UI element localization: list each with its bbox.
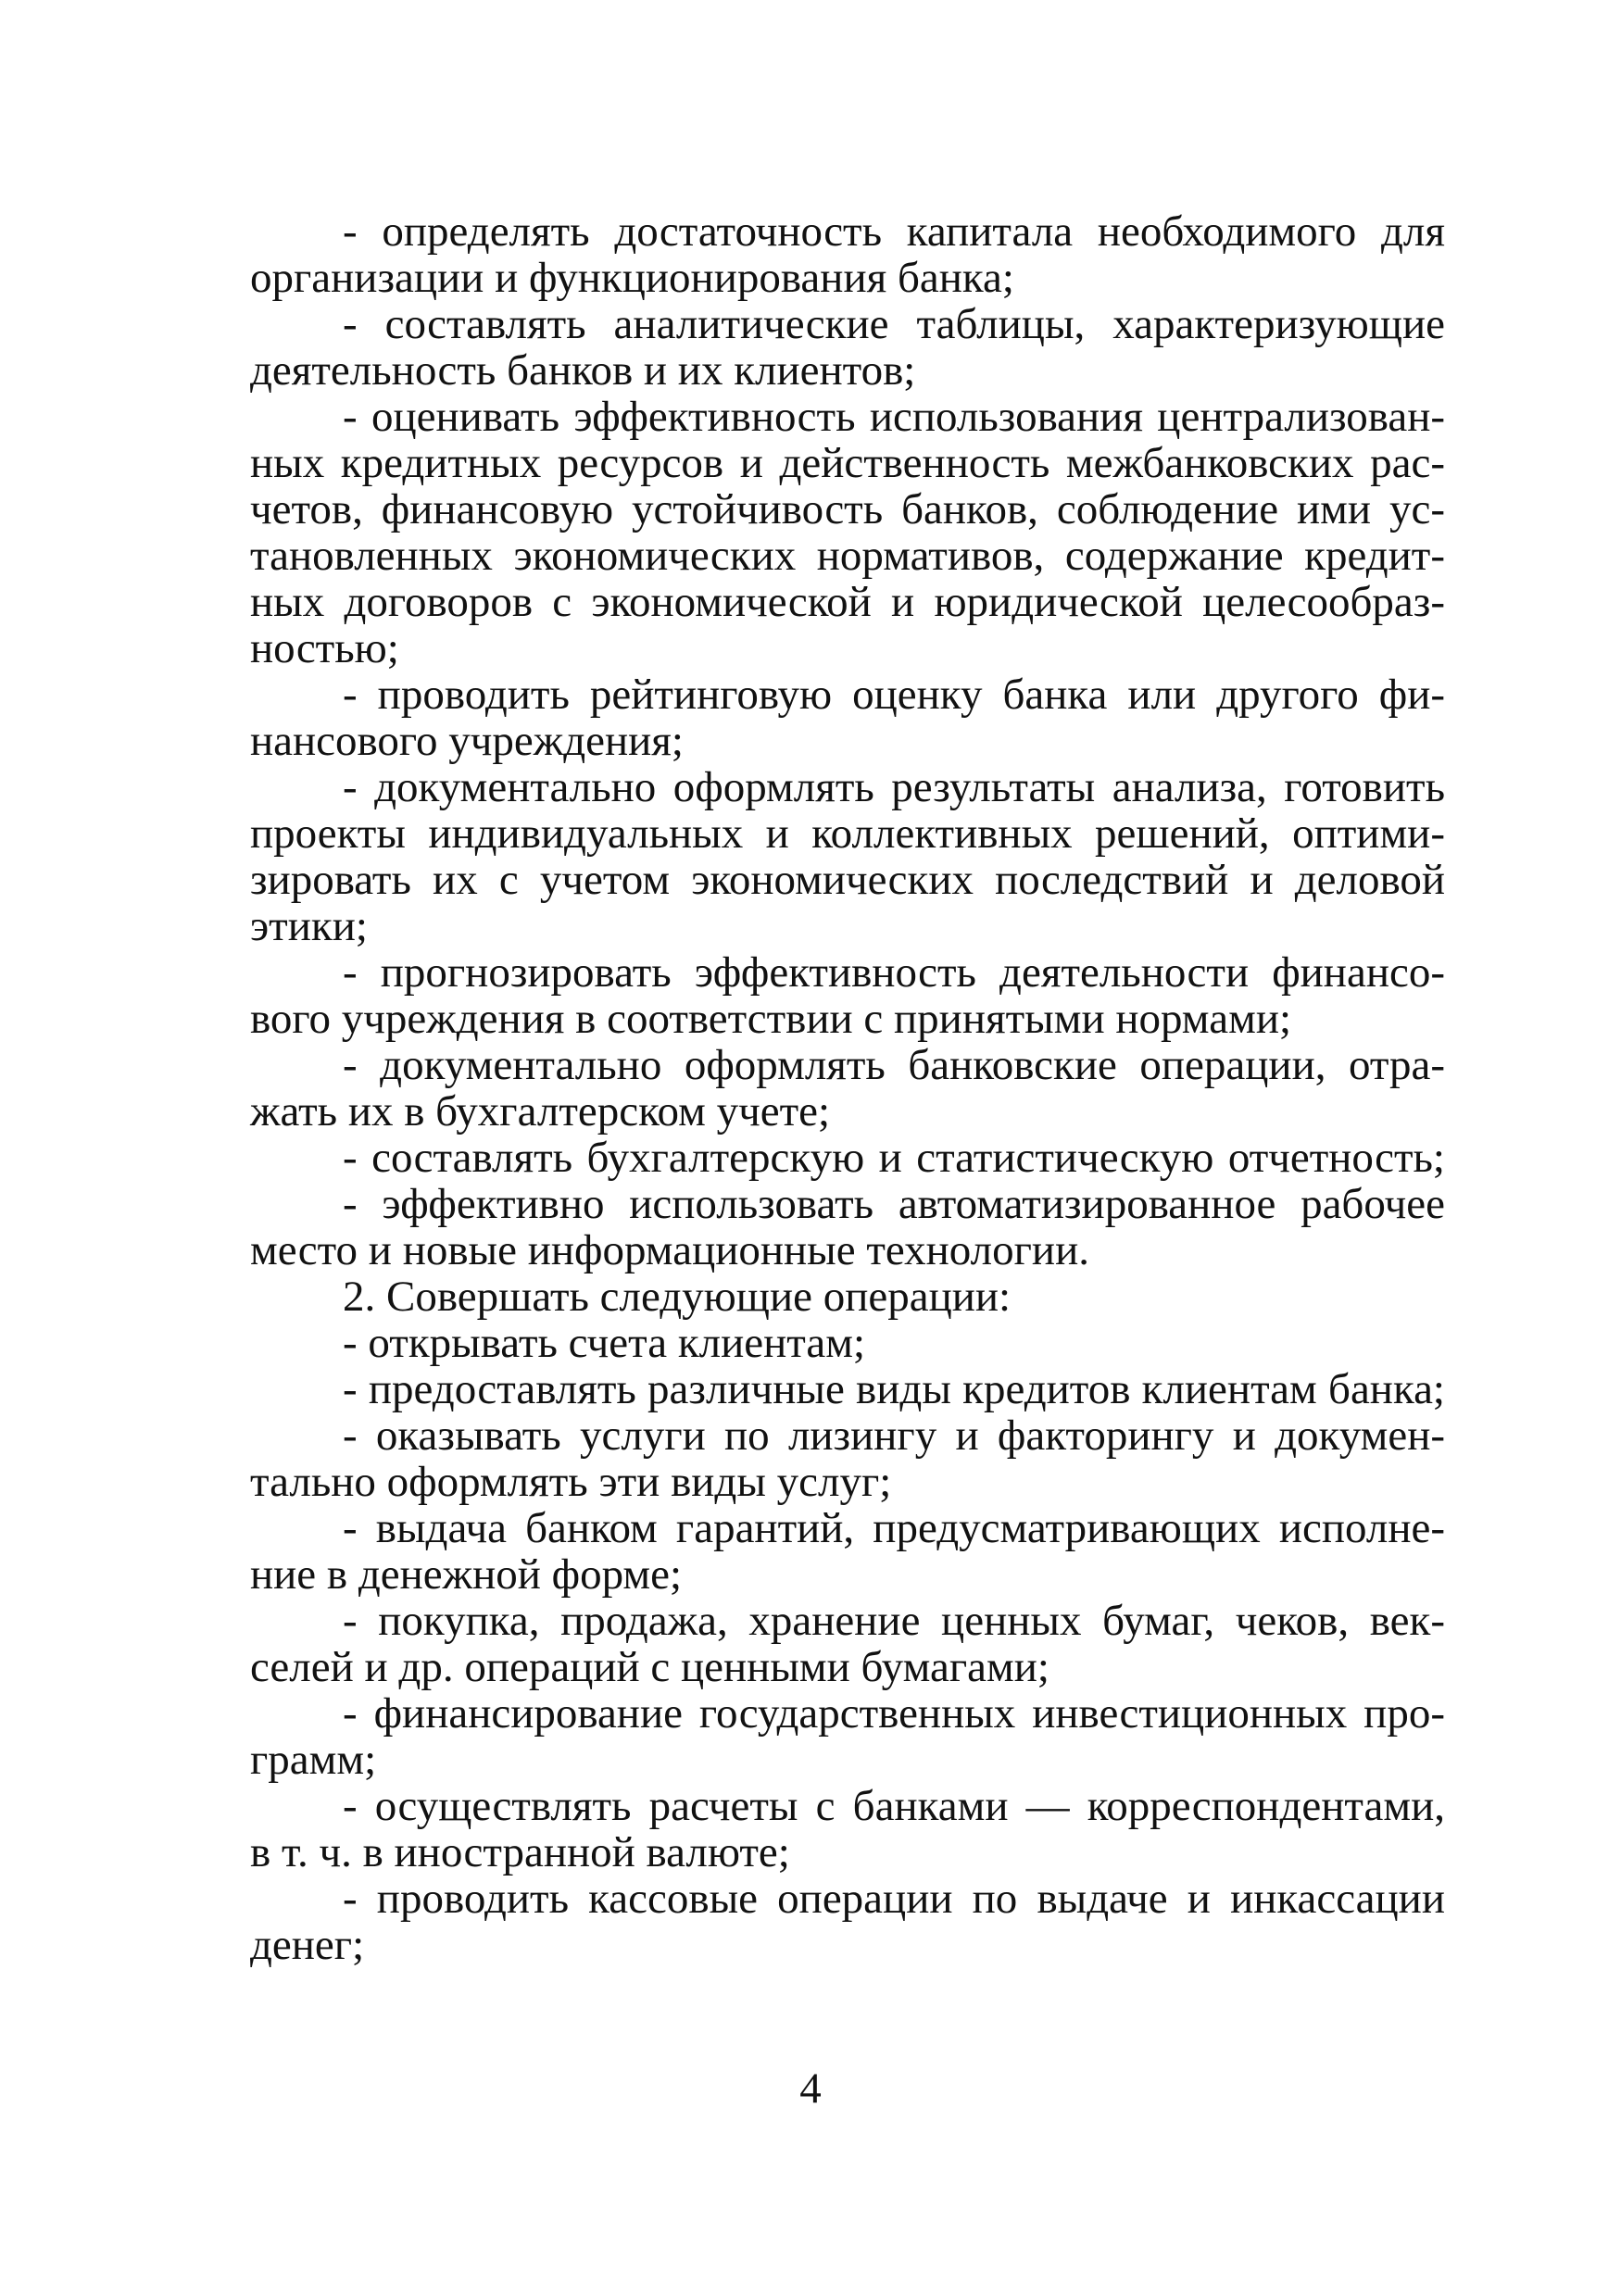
- text-line: в т. ч. в иностранной валюте;: [250, 1828, 790, 1876]
- text-line: - документально оформлять банковские операции, отра-: [343, 1041, 1445, 1089]
- text-line: - эффективно использовать автоматизированное рабочее: [343, 1180, 1445, 1228]
- text-line: - проводить кассовые операции по выдаче и инкассации: [343, 1875, 1445, 1923]
- text-line: этики;: [250, 902, 368, 950]
- text-line: проекты индивидуальных и коллективных решений, оптими-: [250, 809, 1445, 858]
- text-line: 2. Совершать следующие операции:: [343, 1273, 1012, 1321]
- text-line: ние в денежной форме;: [250, 1550, 683, 1599]
- text-line: - документально оформлять результаты анализа, готовить: [343, 763, 1445, 811]
- text-line: место и новые информационные технологии.: [250, 1226, 1089, 1274]
- text-line: ных договоров с экономической и юридической целесообраз-: [250, 578, 1445, 626]
- text-line: - составлять аналитические таблицы, характеризующие: [343, 300, 1445, 348]
- text-line: - выдача банком гарантий, предусматривающих исполне-: [343, 1504, 1445, 1552]
- text-line: - предоставлять различные виды кредитов клиентам банка;: [343, 1365, 1445, 1413]
- body-text: [250, 208, 1445, 1968]
- text-line: четов, финансовую устойчивость банков, соблюдение ими ус-: [250, 485, 1445, 533]
- text-line: - оценивать эффективность использования централизован-: [343, 393, 1445, 441]
- text-line: деятельность банков и их клиентов;: [250, 346, 916, 395]
- text-line: вого учреждения в соответствии с принятыми нормами;: [250, 995, 1292, 1043]
- text-line: денег;: [250, 1921, 365, 1969]
- text-line: ных кредитных ресурсов и действенность межбанковских рас-: [250, 439, 1445, 487]
- text-line: - составлять бухгалтерскую и статистическую отчетность;: [343, 1134, 1445, 1182]
- text-line: - открывать счета клиентам;: [343, 1319, 866, 1367]
- text-line: грамм;: [250, 1736, 377, 1784]
- text-line: организации и функционирования банка;: [250, 254, 1014, 302]
- text-line: - оказывать услуги по лизингу и факторингу и докумен-: [343, 1411, 1445, 1460]
- text-line: жать их в бухгалтерском учете;: [250, 1087, 831, 1135]
- page-number: 4: [799, 2064, 822, 2113]
- text-line: тально оформлять эти виды услуг;: [250, 1458, 892, 1506]
- text-line: зировать их с учетом экономических последствий и деловой: [250, 856, 1445, 904]
- text-line: - прогнозировать эффективность деятельности финансо-: [343, 948, 1445, 997]
- text-line: - покупка, продажа, хранение ценных бумаг, чеков, век-: [343, 1597, 1445, 1645]
- text-line: - финансирование государственных инвестиционных про-: [343, 1689, 1445, 1738]
- text-line: - осуществлять расчеты с банками — корреспондентами,: [343, 1782, 1445, 1830]
- text-line: ностью;: [250, 624, 399, 672]
- text-line: - определять достаточность капитала необходимого для: [343, 207, 1445, 256]
- text-line: нансового учреждения;: [250, 717, 684, 765]
- text-line: селей и др. операций с ценными бумагами;: [250, 1643, 1049, 1691]
- text-line: - проводить рейтинговую оценку банка или другого фи-: [343, 671, 1445, 719]
- text-line: тановленных экономических нормативов, содержание кредит-: [250, 532, 1445, 580]
